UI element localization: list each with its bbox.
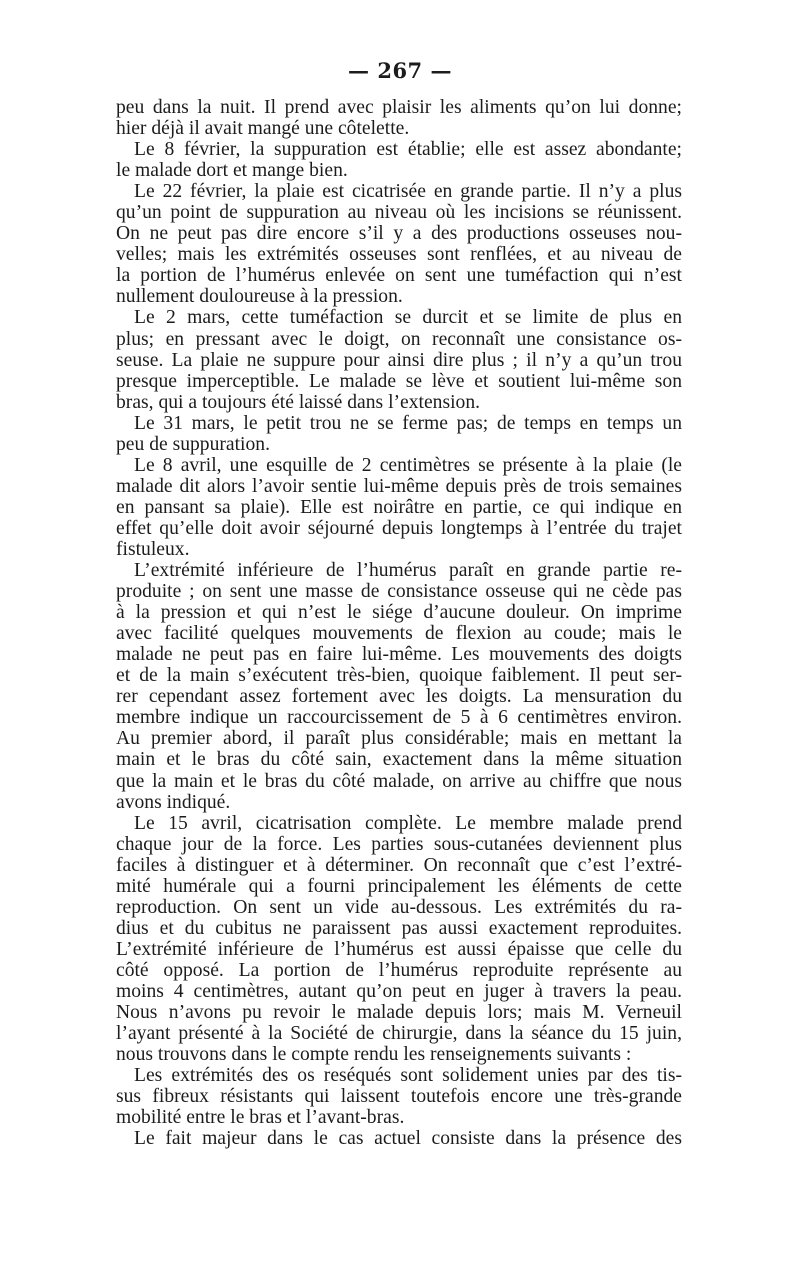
page-number: — 267 —	[348, 58, 452, 83]
text-line: peu dans la nuit. Il prend avec plaisir les aliments qu’on lui donne;	[116, 97, 682, 118]
text-line: membre indique un raccourcissement de 5 à 6 centimètres environ.	[116, 707, 682, 729]
text-line: chaque jour de la force. Les parties sous-cutanées deviennent plus	[116, 833, 682, 855]
text-line: mité humérale qui a fourni principalement les éléments de cette	[116, 875, 682, 897]
text-line: mobilité entre le bras et l’avant-bras.	[116, 1107, 405, 1129]
text-line: effet qu’elle doit avoir séjourné depuis longtemps à l’entrée du trajet	[116, 517, 682, 539]
text-line: Le 15 avril, cicatrisation complète. Le membre malade prend	[134, 812, 682, 834]
text-line: velles; mais les extrémités osseuses sont renflées, et au niveau de	[116, 244, 682, 266]
text-line: bras, qui a toujours été laissé dans l’extension.	[116, 391, 481, 413]
text-line: main et le bras du côté sain, exactement dans la même situation	[116, 749, 682, 771]
text-line: fistuleux.	[116, 538, 190, 560]
text-line: faciles à distinguer et à déterminer. On reconnaît que c’est l’extré-	[116, 854, 682, 876]
text-line: avec facilité quelques mouvements de flexion au coude; mais le	[116, 623, 682, 645]
text-line: reproduction. On sent un vide au-dessous. Les extrémités du ra-	[116, 896, 682, 918]
text-line: Les extrémités des os reséqués sont solidement unies par des tis-	[134, 1065, 682, 1087]
text-line: malade dit alors l’avoir sentie lui-même depuis près de trois semaines	[116, 475, 682, 497]
text-line: moins 4 centimètres, autant qu’on peut en juger à travers la peau.	[116, 980, 682, 1002]
text-line: hier déjà il avait mangé une côtelette.	[116, 118, 410, 140]
text-line: On ne peut pas dire encore s’il y a des productions osseuses nou-	[116, 223, 682, 245]
text-line: Nous n’avons pu revoir le malade depuis lors; mais M. Verneuil	[116, 1002, 682, 1024]
text-line: peu de suppuration.	[116, 433, 270, 455]
text-line: Le 22 février, la plaie est cicatrisée en grande partie. Il n’y a plus	[134, 181, 682, 203]
text-line: Le 2 mars, cette tuméfaction se durcit et se limite de plus en	[134, 307, 682, 329]
text-line: dius et du cubitus ne paraissent pas aussi exactement reproduites.	[116, 917, 682, 939]
body-text	[116, 97, 682, 1149]
text-line: Au premier abord, il paraît plus considérable; mais en mettant la	[116, 728, 682, 750]
text-line: en pansant sa plaie). Elle est noirâtre en partie, ce qui indique en	[116, 496, 682, 518]
text-line: avons indiqué.	[116, 791, 231, 813]
text-line: produite ; on sent une masse de consistance osseuse qui ne cède pas	[116, 581, 682, 603]
text-line: côté opposé. La portion de l’humérus reproduite représente au	[116, 959, 682, 981]
text-line: le malade dort et mange bien.	[116, 160, 348, 182]
text-line: nous trouvons dans le compte rendu les renseignements suivants :	[116, 1044, 632, 1066]
text-line: Le 8 avril, une esquille de 2 centimètres se présente à la plaie (le	[134, 454, 682, 476]
text-line: Le 31 mars, le petit trou ne se ferme pas; de temps en temps un	[134, 412, 682, 434]
text-line: presque imperceptible. Le malade se lève et soutient lui-même son	[116, 370, 682, 392]
text-line: Le fait majeur dans le cas actuel consiste dans la présence des	[134, 1128, 682, 1150]
text-line: plus; en pressant avec le doigt, on reconnaît une consistance os-	[116, 328, 682, 350]
text-line: seuse. La plaie ne suppure pour ainsi dire plus ; il n’y a qu’un trou	[116, 349, 682, 371]
text-line: que la main et le bras du côté malade, on arrive au chiffre que nous	[116, 770, 682, 792]
text-line: la portion de l’humérus enlevée on sent une tuméfaction qui n’est	[116, 265, 682, 287]
text-line: qu’un point de suppuration au niveau où les incisions se réunissent.	[116, 202, 682, 224]
text-line: sus fibreux résistants qui laissent toutefois encore une très-grande	[116, 1086, 682, 1108]
text-line: nullement douloureuse à la pression.	[116, 286, 403, 308]
text-line: Le 8 février, la suppuration est établie; elle est assez abondante;	[134, 139, 682, 161]
text-line: malade ne peut pas en faire lui-même. Les mouvements des doigts	[116, 644, 682, 666]
text-line: L’extrémité inférieure de l’humérus est aussi épaisse que celle du	[116, 938, 682, 960]
text-line: L’extrémité inférieure de l’humérus paraît en grande partie re-	[134, 560, 682, 582]
text-line: rer cependant assez fortement avec les doigts. La mensuration du	[116, 686, 682, 708]
text-line: l’ayant présenté à la Société de chirurgie, dans la séance du 15 juin,	[116, 1023, 682, 1045]
text-line: à la pression et qui n’est le siége d’aucune douleur. On imprime	[116, 602, 682, 624]
text-line: et de la main s’exécutent très-bien, quoique faiblement. Il peut ser-	[116, 665, 682, 687]
